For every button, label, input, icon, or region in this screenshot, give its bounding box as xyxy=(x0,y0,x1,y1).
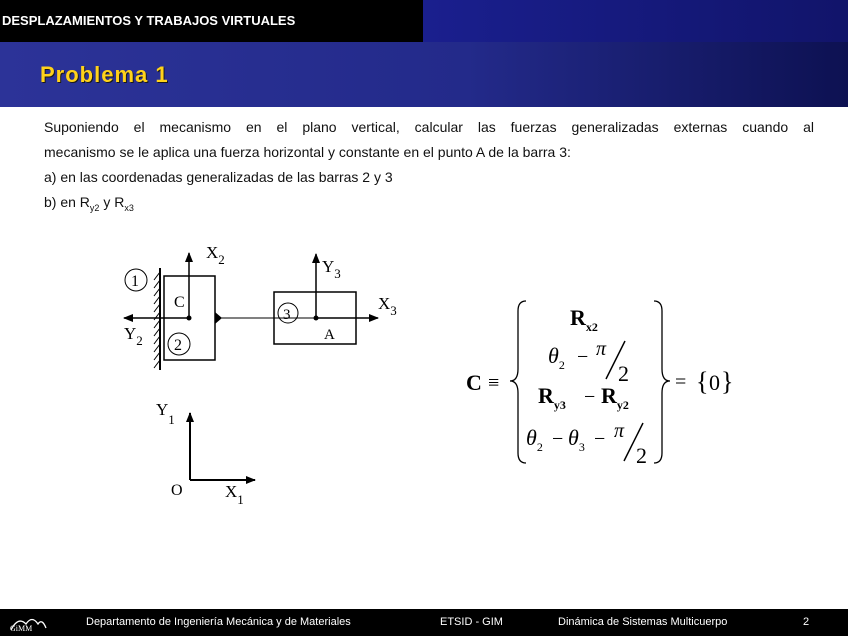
body-2-label: 2 xyxy=(174,337,182,354)
statement-item-b xyxy=(44,190,814,221)
row2-two: 2 xyxy=(618,361,629,386)
row3-r2: R xyxy=(601,383,617,408)
row2-sub: 2 xyxy=(558,358,565,372)
problem-statement xyxy=(44,115,814,221)
eq-equiv: ≡ xyxy=(488,372,500,394)
item-b-mid: y R xyxy=(99,194,125,210)
a-label: A xyxy=(324,327,335,343)
footer-department: Departamento de Ingeniería Mecánica y de Materiales xyxy=(86,616,351,628)
row2-minus: − xyxy=(577,346,589,368)
row3-r1: R xyxy=(538,383,554,408)
logo-text: GiMM xyxy=(10,624,33,633)
statement-item-a: a) en las coordenadas generalizadas de las barras 2 y 3 xyxy=(44,169,393,185)
item-b-sub-1: y2 xyxy=(89,202,100,213)
x1-subscript: 1 xyxy=(237,492,244,507)
row2-pi: π xyxy=(596,338,607,360)
left-brace xyxy=(510,301,526,463)
guide-tab xyxy=(215,312,222,324)
body-3-label: 3 xyxy=(283,307,291,323)
row2 xyxy=(548,343,565,372)
statement-line-2: mecanismo se le aplica una fuerza horizontal y constante en el punto A de la barra 3: xyxy=(44,144,571,160)
x3-label xyxy=(378,294,397,318)
c-label: C xyxy=(174,294,185,311)
x2-letter: X xyxy=(206,243,219,262)
row3-sub2: y2 xyxy=(616,398,629,412)
x1-label xyxy=(225,482,244,507)
item-b-sub-2: x3 xyxy=(124,202,134,213)
eq-rhs-close-brace: } xyxy=(721,367,734,396)
footer-school: ETSID - GIM xyxy=(440,616,503,628)
row4-theta1-sym: θ xyxy=(526,425,537,450)
x2-subscript: 2 xyxy=(218,252,225,267)
row3-right xyxy=(601,383,629,412)
eq-lhs: C xyxy=(466,370,482,395)
row4-theta2-sym: θ xyxy=(568,425,579,450)
row4-sub1: 2 xyxy=(536,440,543,454)
row4-pi: π xyxy=(614,420,625,442)
slide-title: Problema 1 xyxy=(40,62,169,87)
y1-letter: Y xyxy=(156,400,169,419)
y1-label xyxy=(156,400,175,427)
y2-label xyxy=(124,324,143,348)
x2-label xyxy=(206,243,225,267)
x3-subscript: 3 xyxy=(390,303,397,318)
row4-sub2: 3 xyxy=(578,440,585,454)
row1 xyxy=(570,305,598,334)
y2-subscript: 2 xyxy=(136,333,143,348)
footer-course: Dinámica de Sistemas Multicuerpo xyxy=(558,616,728,628)
point-c xyxy=(187,316,192,321)
footer-page-number: 2 xyxy=(803,616,810,628)
item-b-prefix: b) en R xyxy=(44,194,90,210)
row1-r: R xyxy=(570,305,586,330)
row3-minus: − xyxy=(584,386,596,408)
row3-sub1: y3 xyxy=(553,398,566,412)
row1-sub: x2 xyxy=(585,320,598,334)
point-a xyxy=(314,316,319,321)
header-bar xyxy=(0,0,848,42)
row4-two: 2 xyxy=(636,443,647,468)
row4-theta2 xyxy=(568,425,585,454)
constraint-equation xyxy=(460,295,760,470)
y3-letter: Y xyxy=(322,257,335,276)
row3-left xyxy=(538,383,566,412)
o-label: O xyxy=(171,482,183,499)
footer-bar xyxy=(0,609,848,636)
eq-equals: = xyxy=(675,371,687,393)
y2-letter: Y xyxy=(124,324,137,343)
mechanism-diagram xyxy=(110,240,420,520)
eq-rhs: 0 xyxy=(709,370,720,395)
row4-theta1 xyxy=(526,425,543,454)
x3-letter: X xyxy=(378,294,391,313)
row2-theta: θ xyxy=(548,343,559,368)
statement-line-1: Suponiendo el mecanismo en el plano vertical, calcular las fuerzas generalizadas externas cuando al xyxy=(44,119,814,135)
section-title: DESPLAZAMIENTOS Y TRABAJOS VIRTUALES xyxy=(2,13,296,28)
eq-rhs-open-brace: { xyxy=(696,367,709,396)
gimm-logo xyxy=(8,612,48,633)
row4-minus1: − xyxy=(552,428,564,450)
y1-subscript: 1 xyxy=(168,412,175,427)
right-brace xyxy=(654,301,670,463)
y3-subscript: 3 xyxy=(334,266,341,281)
row4-minus2: − xyxy=(594,428,606,450)
body-1-label: 1 xyxy=(131,273,139,290)
y3-label xyxy=(322,257,341,281)
x1-letter: X xyxy=(225,482,238,501)
